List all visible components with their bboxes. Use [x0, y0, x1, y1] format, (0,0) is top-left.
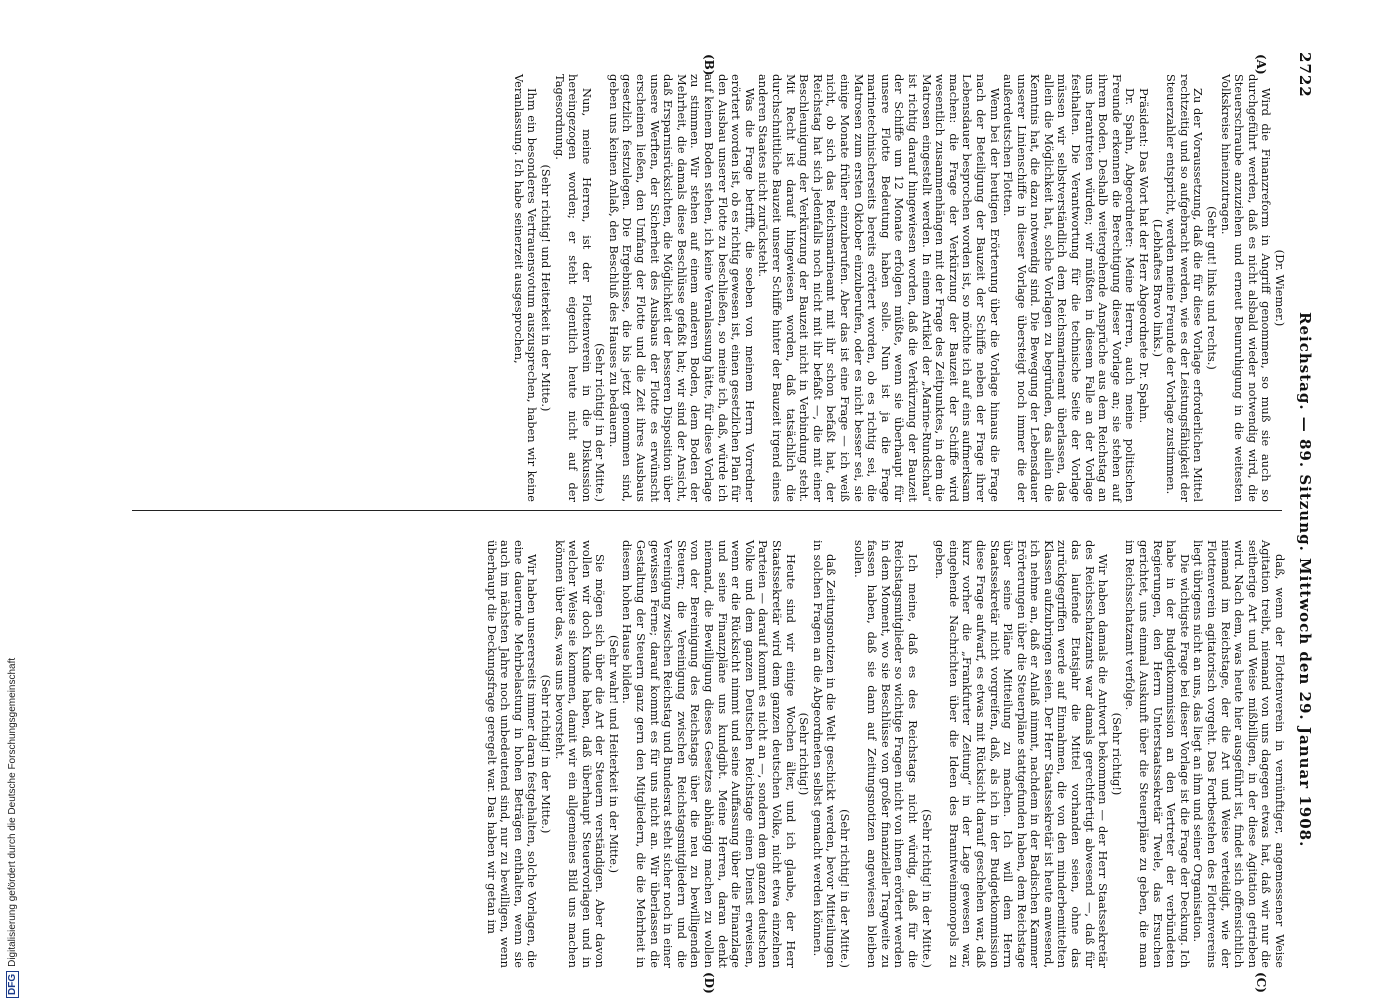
paragraph: Wir haben unsererseits immer daran festgehalten, solche Vorlagen, die eine dauernde Mehrbelastung in hohen Beträgen enthalten, wenn sie auch im nächsten Jahre noch unbedeutend sind, nur zu bewilligen, wenn überhaupt die Deckungsfrage geregelt war. Das haben wir getan im: [484, 540, 540, 968]
paragraph: Ihm ein besonderes Vertrauensvotum auszusprechen, haben wir keine Veranlassung. Ich habe seinerzeit ausgesprochen,: [511, 74, 540, 502]
interjection: (Sehr richtig! in der Mitte.): [593, 343, 608, 502]
right-text-column: [136, 540, 1286, 968]
paragraph: Dr. Spahn, Abgeordneter: Meine Herren, auch meine politischen Freunde erkennen die Berechtigung dieser Vorlage an; sie stehen auf ihrem Boden. Deshalb weitergehende Ansprüche aus dem Reichstag an uns herantreten würden; wir müßten in diesem Falle an der Vorlage festhalten. Die Verantwortung für die technische Seite der Vorlage müssen wir selbstverständlich dem Reichsmarineamt überlassen, das allein die Möglichkeit hat, solche Vorlagen zu begründen, das allein die Kenntnis hat, die dazu notwendig sind. Die Bewegung der Lebensdauer unserer Linienschiffe in dieser Vorlage übersteigt noch immer die der außerdeutschen Flotten.: [1001, 74, 1138, 502]
interjection: (Sehr richtig!): [1109, 712, 1124, 796]
paragraph: daß, wenn der Flottenverein in vernünftiger, angemessener Weise Agitation treibt, niemand von uns dagegen etwas hat, daß wir nur die seitherige Art und Weise mißbilligen, in der diese Agitation getrieben wird. Nach dem, was heute hier ausgeführt ist, findet sich offensichtlich niemand im Reichstage, der die Art und Weise verteidigt, wie der Flottenverein agitatorisch vorgeht. Das Fortbestehen des Flottenvereins liegt übrigens nicht an uns, das liegt an ihm und seiner Organisation.: [1191, 540, 1287, 968]
dfg-logo: DFG: [6, 971, 19, 998]
paragraph: Nun, meine Herren, ist der Flottenverein in die Diskussion hereingezogen worden; er steht eigentlich heute nicht auf der Tagesordnung.: [552, 74, 594, 502]
interjection: (Sehr wahr! und Heiterkeit in der Mitte.): [606, 634, 621, 874]
left-text-column: [136, 74, 1286, 502]
paragraph: Sie mögen sich über die Art der Steuern verständigen. Aber davon wollen wir doch Kunde haben, daß überhaupt Steuervorlagen und in welcher Weise sie kommen, damit wir ein allgemeines Bild uns machen können über das, was uns bevorsteht.: [552, 540, 608, 968]
page-number: 2722: [1296, 52, 1314, 98]
paragraph: Was die Frage betrifft, die soeben von meinem Herrn Vorredner erörtert worden ist, ob es richtig gewesen ist, einen gesetzlichen Plan für den Ausbau unserer Flotte zu beschließen, so meine ich, daß, würde ich auf keinem Boden stehen, ich keine Veranlassung hätte, für diese Vorlage zu stimmen. Wir stehen auf einem anderen Boden, dem Boden der Mehrheit, die damals diese Beschlüsse gefaßt hat; wir sind der Ansicht, daß Ersparnisrücksichten, die Möglichkeit der besseren Disposition über unsere Werften, der Sicherheit des Ausbaus der Flotte es erwünscht erscheinen ließen, den Umfang der Flotte und die Zeit ihres Ausbaus gesetzlich festzulegen. Die Ergebnisse, die bis jetzt genommen sind, geben uns keinen Anlaß, den Beschluß des Hauses zu bedauern.: [606, 74, 757, 502]
paragraph: daß Zeitungsnotizen in die Welt geschickt werden, bevor Mitteilungen in solchen Fragen an die Abgeordneten selbst gemacht werden können.: [810, 540, 839, 968]
margin-marker-d: (D): [702, 972, 716, 994]
rotated-page-content: [56, 52, 1316, 992]
paragraph: Wird die Finanzreform in Angriff genommen, so muß sie auch so durchgeführt werden, daß es nicht alsbald wieder notwendig wird, die Steuerschraube anzuziehen und erneut Beunruhigung in die weitesten Volkskreise hineinzutragen.: [1218, 74, 1274, 502]
paragraph: Ich meine, daß es des Reichstags nicht würdig, daß für die Reichstagsmitglieder so wichtige Fragen nicht von ihnen erörtert werden in dem Moment, wo sie Beschlüsse von großer finanzieller Tragweite zu fassen haben, daß sie dann auf Zeitungsnotizen angewiesen bleiben sollen.: [851, 540, 920, 968]
margin-marker-a: (A): [1254, 54, 1268, 75]
paragraph: Zu der Voraussetzung, daß die für diese Vorlage erforderlichen Mittel rechtzeitig und so aufgebracht werden, wie es der Leistungsfähigkeit der Steuerzahler entspricht, werden meine Freunde der Vorlage zustimmen.: [1164, 74, 1206, 502]
funding-note: [6, 658, 19, 998]
interjection: (Sehr richtig! in der Mitte.): [538, 674, 553, 834]
interjection: (Sehr richtig!): [797, 712, 812, 796]
margin-marker-b: (B): [702, 54, 716, 76]
paragraph: Heute sind wir einige Wochen älter, und ich glaube, der Herr Staatssekretär wird dem ganzen deutschen Volke, nicht etwa einzelnen Parteien — darauf kommt es nicht an —, sondern dem ganzen deutschen Volke und dem ganzen Deutschen Reichstage einen Dienst erweisen, wenn er die Rücksicht nimmt und seine Auffassung über die Finanzlage und seine Finanzpläne uns kundgibt. Meine Herren, daran denkt niemand, die Bewilligung dieses Gesetzes abhängig machen zu wollen von der Bereinigung des Reichstags über die neu zu bewilligenden Steuern; die Vereinigung zwischen Reichstagsmitgliedern und die Vereinigung zwischen Reichstag und Bundesrat steht sicher noch in einer gewissen Ferne; darauf kommt es für uns nicht an. Wir überlassen die Gestaltung der Steuern ganz gern den Mitgliedern, die die Mehrheit in diesem hohen Hause bilden.: [620, 540, 798, 968]
column-divider: [132, 510, 1282, 511]
interjection: (Sehr richtig! und Heiterkeit in der Mitte.): [538, 164, 553, 412]
paragraph: Die wichtigste Frage bei dieser Vorlage ist die Frage der Deckung. Ich habe in der Budgetkommission an den Vertreter der verbündeten Regierungen, den Herrn Unterstaatssekretär Twele, das Ersuchen gerichtet, uns einmal Auskunft über die Steuerpläne zu geben, die man im Reichsschatzamt verfolge.: [1123, 540, 1192, 968]
page-header: [1290, 52, 1316, 992]
interjection: (Sehr gut! links und rechts.): [1205, 206, 1220, 370]
funding-text: Digitalisierung gefördert durch die Deutsche Forschungsgemeinschaft: [7, 657, 18, 967]
paragraph: Wenn bei der heutigen Erörterung über die Vorlage hinaus die Frage nach der Beteiligung der Bauzeit der Schiffe neben der Frage ihrer Lebensdauer besprochen worden ist, so möchte ich auf eins aufmerksam machen: die Frage der Verkürzung der Bauzeit der Schiffe wird wesentlich zusammenhängen mit der Frage des Zeitpunktes, in dem die Matrosen eingestellt werden. In einem Artikel der „Marine-Rundschau“ ist richtig darauf hingewiesen worden, daß die Verkürzung der Bauzeit der Schiffe um 12 Monate erfolgen müßte, wenn sie überhaupt für unsere Flotte Bedeutung haben solle. Nun ist ja die Frage marinetechnischerseits bereits erörtert worden, ob es richtig sei, die Matrosen zum ersten Oktober einzuberufen, oder es nicht besser sei, sie einige Monate früher einzuberufen. Aber das ist eine Frage — ich weiß nicht, ob sich das Reichsmarineamt mit ihr schon befaßt hat, der Reichstag hat sich jedenfalls noch nicht mit ihr befaßt —, die mit einer Beschleunigung der Verkürzung der Bauzeit nicht in Verbindung steht. Mit Recht ist darauf hingewiesen worden, daß tatsächlich die durchschnittliche Bauzeit unserer Schiffe hinter der Bauzeit irgend eines anderen Staates nicht zurücksteht.: [756, 74, 1002, 502]
paragraph: Wir haben damals die Antwort bekommen — der Herr Staatssekretär des Reichsschatzamts war damals gerechtfertigt abwesend —, daß für das laufende Etatsjahr die Mittel vorhanden seien, ohne das zurückgegriffen werde auf Einnahmen, die von den minderbemittelten Klassen aufzubringen seien. Der Herr Staatssekretär ist heute anwesend, ich nehme an, daß er Anlaß nimmt, nachdem in der Badischen Kammer Erörterungen über die Steuerpläne stattgefunden haben, dem Reichstage über seine Pläne Mitteilung zu machen. Ich will dem Herrn Staatssekretär nicht vorgreifen, daß, als ich in der Budgetkommission diese Frage aufwarf, es etwas mit Rücksicht darauf geschehen war, daß kurz vorher die „Frankfurter Zeitung“ in der Lage gewesen war, eingehende Nachrichten über die Ideen des Branntweinmonopols zu geben.: [933, 540, 1111, 968]
interjection: (Sehr richtig! in der Mitte.): [919, 809, 934, 968]
interjection: (Lebhaftes Bravo links.): [1150, 218, 1165, 358]
interjection: (Sehr richtig! in der Mitte.): [838, 809, 852, 968]
speaker-continuation: (Dr. Wiemer.): [1273, 249, 1287, 327]
running-title: Reichstag. — 89. Sitzung. Mittwoch den 29. Januar 1908.: [1296, 312, 1314, 848]
margin-marker-c: (C): [1254, 972, 1268, 993]
president-remark: Präsident: Das Wort hat der Herr Abgeordnete Dr. Spahn.: [1137, 88, 1152, 424]
